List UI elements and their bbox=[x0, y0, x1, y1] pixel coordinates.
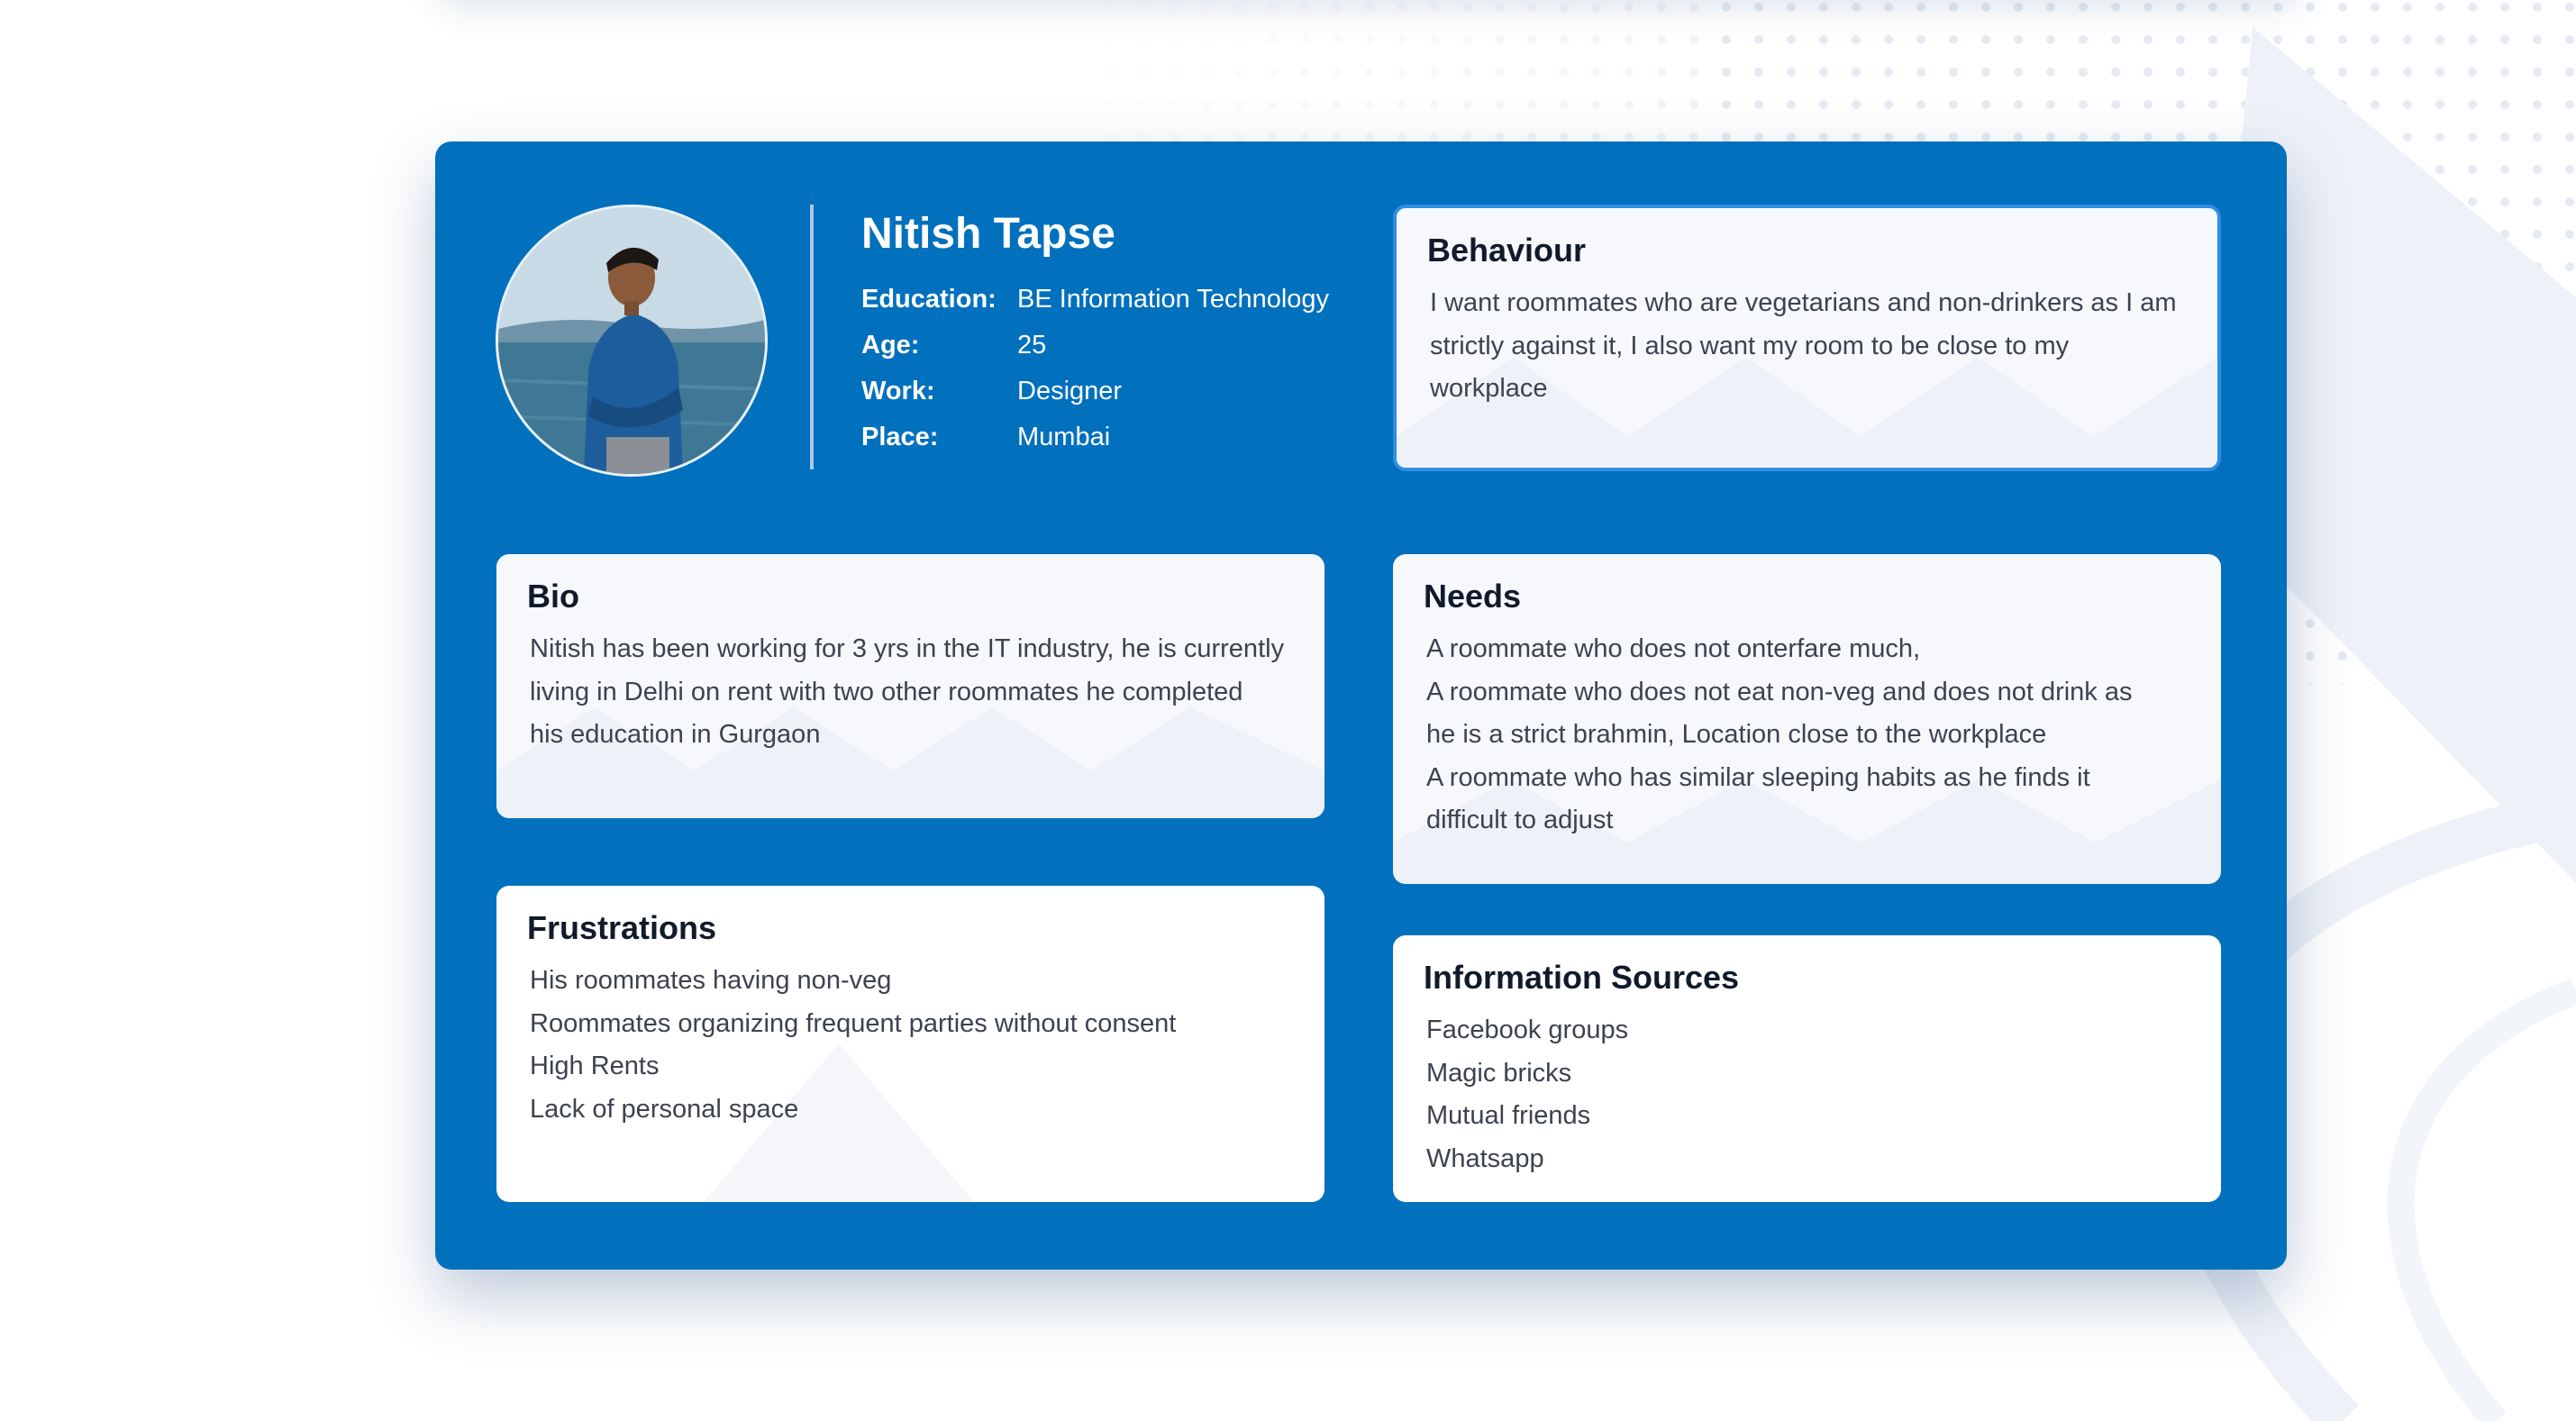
needs-line: difficult to adjust bbox=[1426, 806, 1614, 834]
detail-value: Mumbai bbox=[1017, 423, 1111, 451]
behaviour-title: Behaviour bbox=[1427, 232, 1587, 269]
bio-panel bbox=[496, 554, 1324, 818]
person-photo-illustration bbox=[498, 207, 765, 474]
detail-row-work bbox=[861, 369, 1329, 414]
needs-line: A roommate who does not onterfare much, bbox=[1426, 634, 1921, 663]
frustration-item: His roommates having non-veg bbox=[530, 966, 892, 995]
detail-label: Age: bbox=[861, 331, 920, 360]
detail-row-age bbox=[861, 323, 1329, 369]
information-sources-title: Information Sources bbox=[1424, 959, 1740, 996]
bio-line: his education in Gurgaon bbox=[530, 720, 821, 749]
header-divider bbox=[810, 205, 814, 469]
detail-value: Designer bbox=[1017, 377, 1123, 405]
needs-line: A roommate who has similar sleeping habits as he finds it bbox=[1426, 762, 2090, 792]
detail-value: BE Information Technology bbox=[1017, 285, 1330, 314]
needs-line: he is a strict brahmin, Location close to the workplace bbox=[1426, 720, 2047, 749]
needs-line: A roommate who does not eat non-veg and does not drink as bbox=[1426, 677, 2133, 706]
bio-line: Nitish has been working for 3 yrs in the IT industry, he is currently bbox=[530, 634, 1285, 663]
detail-row-place bbox=[861, 414, 1329, 460]
detail-label: Place: bbox=[861, 423, 939, 451]
bio-title: Bio bbox=[527, 578, 579, 615]
frustration-item: High Rents bbox=[530, 1052, 660, 1080]
needs-panel bbox=[1393, 554, 2221, 884]
persona-name: Nitish Tapse bbox=[861, 210, 1115, 258]
information-sources-list bbox=[1426, 1009, 2190, 1180]
behaviour-line: workplace bbox=[1430, 374, 1548, 403]
source-item: Mutual friends bbox=[1426, 1101, 1591, 1130]
detail-value: 25 bbox=[1017, 331, 1047, 360]
bio-line: living in Delhi on rent with two other roommates he completed bbox=[530, 677, 1243, 706]
information-sources-panel bbox=[1393, 935, 2221, 1202]
needs-text bbox=[1426, 628, 2190, 843]
persona-card bbox=[435, 141, 2287, 1270]
source-item: Facebook groups bbox=[1426, 1016, 1629, 1044]
source-item: Magic bricks bbox=[1426, 1058, 1572, 1088]
frustrations-list bbox=[530, 960, 1294, 1131]
behaviour-line: strictly against it, I also want my room to be close to my bbox=[1430, 331, 2070, 360]
frustration-item: Lack of personal space bbox=[530, 1094, 799, 1124]
needs-title: Needs bbox=[1424, 578, 1522, 615]
detail-label: Work: bbox=[861, 377, 935, 405]
behaviour-text bbox=[1430, 282, 2187, 411]
persona-details bbox=[861, 277, 1329, 460]
behaviour-panel bbox=[1393, 205, 2221, 471]
frustrations-title: Frustrations bbox=[527, 909, 717, 946]
frustration-item: Roommates organizing frequent parties without consent bbox=[530, 1008, 1177, 1038]
bio-text bbox=[530, 628, 1294, 757]
avatar bbox=[496, 205, 768, 477]
source-item: Whatsapp bbox=[1426, 1143, 1544, 1173]
behaviour-line: I want roommates who are vegetarians and non-drinkers as I am bbox=[1430, 288, 2177, 317]
detail-label: Education: bbox=[861, 285, 997, 314]
detail-row-education bbox=[861, 277, 1329, 323]
frustrations-panel bbox=[496, 886, 1324, 1202]
